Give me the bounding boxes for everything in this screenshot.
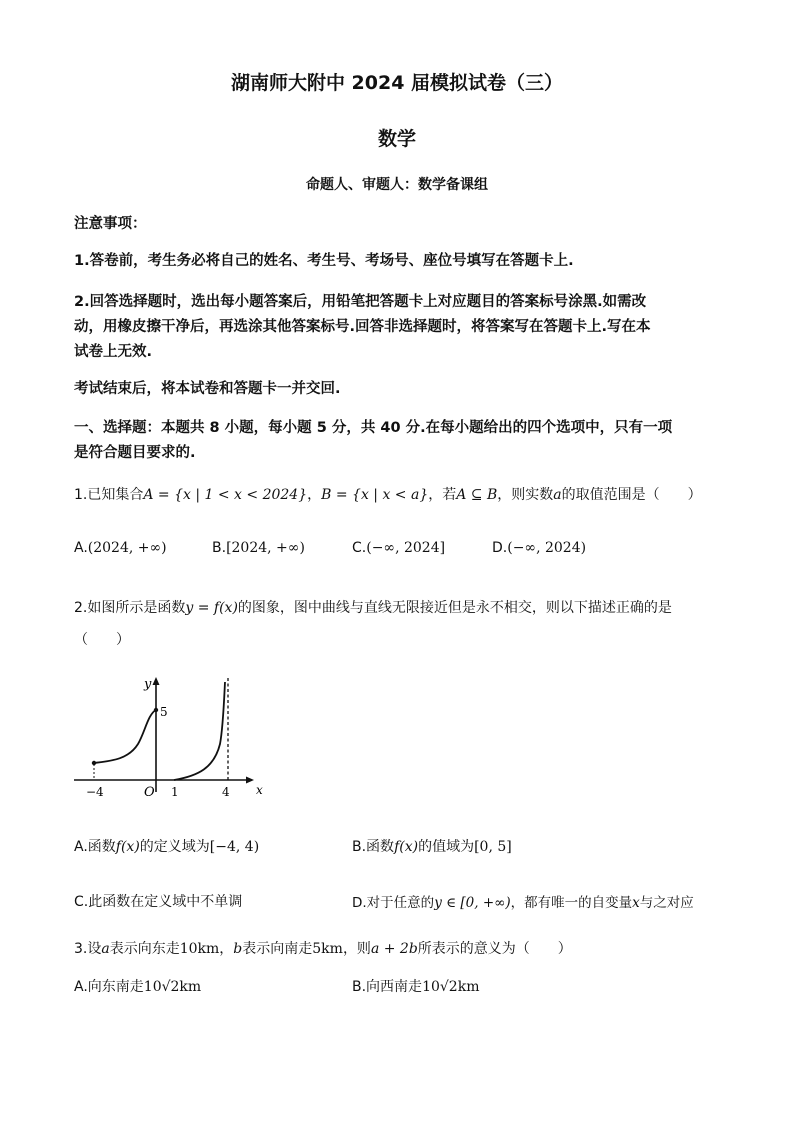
option-label: D. bbox=[492, 540, 508, 556]
q1-text-5: 的取值范围是（ ） bbox=[561, 487, 702, 503]
q3-text-4: 表示向南走 bbox=[242, 941, 313, 957]
option-function: f(x) bbox=[394, 839, 419, 855]
function-graph bbox=[70, 672, 270, 800]
option-text: A.函数 bbox=[74, 839, 116, 855]
option-value: [0, 5] bbox=[474, 839, 512, 855]
q1-variable: a bbox=[553, 487, 562, 503]
q3-option-a[interactable] bbox=[74, 976, 201, 996]
option-value: [−4, 4) bbox=[209, 839, 260, 855]
q3-option-b[interactable] bbox=[352, 976, 479, 996]
curve-right bbox=[174, 682, 225, 780]
q3-text-5: ，则 bbox=[342, 941, 371, 957]
q1-option-b[interactable] bbox=[212, 540, 305, 556]
q3-text-6: 所表示的意义为（ ） bbox=[417, 941, 572, 957]
closed-endpoint-top bbox=[154, 708, 158, 712]
tick-label-1: 1 bbox=[171, 785, 179, 799]
closed-endpoint bbox=[92, 761, 96, 765]
option-value: 10√2km bbox=[143, 979, 202, 995]
q2-option-c[interactable]: C.此函数在定义域中不单调 bbox=[74, 894, 243, 910]
tick-label-5: 5 bbox=[160, 705, 168, 719]
q2-function: y = f(x) bbox=[185, 600, 238, 616]
note-2-line-3: 试卷上无效. bbox=[74, 344, 153, 360]
tick-label-neg4: −4 bbox=[86, 785, 104, 799]
option-text: 与之对应 bbox=[639, 895, 694, 911]
note-1: 1.答卷前，考生务必将自己的姓名、考生号、考场号、座位号填写在答题卡上. bbox=[74, 253, 574, 269]
notes-heading: 注意事项： bbox=[74, 216, 147, 232]
q1-text-4: ，则实数 bbox=[497, 487, 554, 503]
q1-option-a[interactable] bbox=[74, 540, 167, 556]
option-text: 的值域为 bbox=[418, 839, 475, 855]
note-2-line-2: 动，用橡皮擦干净后，再选涂其他答案标号.回答非选择题时，将答案写在答题卡上.写在本 bbox=[74, 319, 651, 335]
origin-label: O bbox=[144, 785, 155, 800]
x-axis-arrow-icon bbox=[246, 777, 254, 784]
q1-condition: A ⊆ B bbox=[456, 487, 498, 503]
option-label: B. bbox=[212, 540, 227, 556]
x-axis-label: x bbox=[256, 783, 263, 797]
question-2-stem bbox=[74, 597, 672, 617]
q1-set-b: B = {x | x < a} bbox=[321, 487, 429, 503]
option-variable: x bbox=[632, 895, 640, 911]
q2-text-1: 2.如图所示是函数 bbox=[74, 600, 186, 616]
q1-text-3: ，若 bbox=[428, 487, 457, 503]
q2-option-a[interactable] bbox=[74, 836, 259, 856]
tick-label-4: 4 bbox=[222, 785, 230, 799]
option-function: f(x) bbox=[115, 839, 140, 855]
q2-option-d[interactable] bbox=[352, 891, 694, 911]
q1-text-2: ， bbox=[307, 487, 322, 503]
option-value: 10√2km bbox=[422, 979, 480, 995]
note-2-line-1: 2.回答选择题时，选出每小题答案后，用铅笔把答题卡上对应题目的答案标号涂黑.如需改 bbox=[74, 294, 647, 310]
subject-title: 数学 bbox=[377, 128, 416, 150]
option-label: A. bbox=[74, 540, 88, 556]
question-1-stem bbox=[74, 484, 702, 504]
option-text: D.对于任意的 bbox=[352, 895, 435, 911]
option-text: B.函数 bbox=[352, 839, 395, 855]
q3-text-3: ， bbox=[219, 941, 234, 957]
authors-line: 命题人、审题人：数学备课组 bbox=[306, 177, 488, 193]
option-value: (−∞, 2024] bbox=[366, 540, 446, 556]
page-title: 湖南师大附中 2024 届模拟试卷（三） bbox=[230, 72, 564, 94]
q1-option-c[interactable] bbox=[352, 540, 445, 556]
option-text: ，都有唯一的自变量 bbox=[510, 895, 633, 911]
option-value: (2024, +∞) bbox=[87, 540, 167, 556]
q3-vector-a: a bbox=[101, 941, 110, 957]
q3-vector-b: b bbox=[233, 941, 243, 957]
option-text: 的定义域为 bbox=[139, 839, 210, 855]
q1-text-1: 1.已知集合 bbox=[74, 487, 144, 503]
q3-expression: a + 2b bbox=[370, 941, 418, 957]
option-value: [2024, +∞) bbox=[226, 540, 305, 556]
curve-left bbox=[94, 710, 156, 763]
section-1-line-2: 是符合题目要求的. bbox=[74, 445, 196, 461]
q1-set-a: A = {x | 1 < x < 2024} bbox=[143, 487, 308, 503]
q3-text-2: 表示向东走 bbox=[109, 941, 180, 957]
q1-option-d[interactable] bbox=[492, 540, 586, 556]
q3-text-1: 3.设 bbox=[74, 941, 102, 957]
question-3-stem bbox=[74, 938, 572, 958]
option-text: A.向东南走 bbox=[74, 979, 144, 995]
option-condition: y ∈ [0, +∞) bbox=[434, 895, 511, 911]
q3-distance-1: 10km bbox=[179, 941, 220, 957]
y-axis-arrow-icon bbox=[153, 677, 160, 685]
section-1-line-1: 一、选择题：本题共 8 小题，每小题 5 分，共 40 分.在每小题给出的四个选项中，只有一项 bbox=[74, 420, 673, 436]
q2-option-b[interactable] bbox=[352, 836, 512, 856]
q2-answer-paren: （ ） bbox=[74, 632, 130, 648]
q3-distance-2: 5km bbox=[312, 941, 343, 957]
q2-text-2: 的图象，图中曲线与直线无限接近但是永不相交，则以下描述正确的是 bbox=[237, 600, 672, 616]
option-label: C. bbox=[352, 540, 367, 556]
option-text: B.向西南走 bbox=[352, 979, 423, 995]
note-3: 考试结束后，将本试卷和答题卡一并交回. bbox=[74, 381, 341, 397]
y-axis-label: y bbox=[144, 677, 152, 692]
option-value: (−∞, 2024) bbox=[507, 540, 587, 556]
